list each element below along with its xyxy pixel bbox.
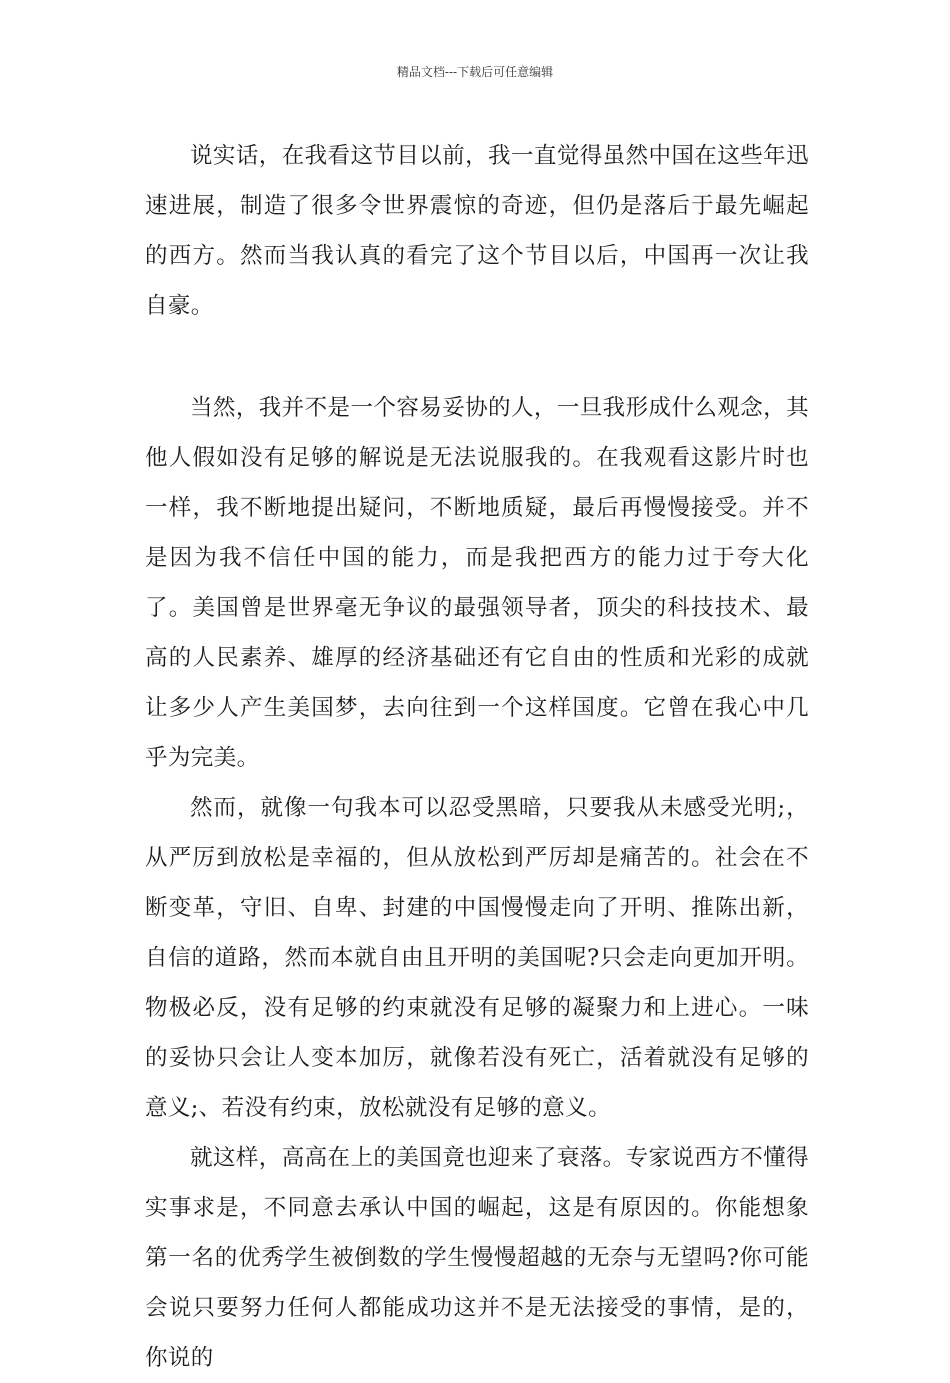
paragraph-4: 就这样，高高在上的美国竟也迎来了衰落。专家说西方不懂得实事求是，不同意去承认中国的崛起，这是有原因的。你能想象第一名的优秀学生被倒数的学生慢慢超越的无奈与无望吗?你可能会说只要努力任何人都能成功这并不是无法接受的事情，是的，你说的 <box>145 1145 809 1371</box>
paragraph-1: 说实话，在我看这节目以前，我一直觉得虽然中国在这些年迅速进展，制造了很多令世界震惊的奇迹，但仍是落后于最先崛起的西方。然而当我认真的看完了这个节目以后，中国再一次让我自豪。 <box>145 143 809 319</box>
page-header: 精品文档---下载后可任意编辑 <box>396 65 554 79</box>
paragraph-3: 然而，就像一句我本可以忍受黑暗，只要我从未感受光明;，从严厉到放松是幸福的，但从放松到严厉却是痛苦的。社会在不断变革，守旧、自卑、封建的中国慢慢走向了开明、推陈出新，自信的道路，然而本就自由且开明的美国呢?只会走向更加开明。物极必反，没有足够的约束就没有足够的凝聚力和上进心。一味的妥协只会让人变本加厉，就像若没有死亡，活着就没有足够的意义;、若没有约束，放松就没有足够的意义。 <box>145 795 809 1121</box>
document-body <box>145 131 809 1383</box>
paragraph-2: 当然，我并不是一个容易妥协的人，一旦我形成什么观念，其他人假如没有足够的解说是无法说服我的。在我观看这影片时也一样，我不断地提出疑问，不断地质疑，最后再慢慢接受。并不是因为我不信任中国的能力，而是我把西方的能力过于夸大化了。美国曾是世界毫无争议的最强领导者，顶尖的科技技术、最高的人民素养、雄厚的经济基础还有它自由的性质和光彩的成就让多少人产生美国梦，去向往到一个这样国度。它曾在我心中几乎为完美。 <box>145 395 809 771</box>
